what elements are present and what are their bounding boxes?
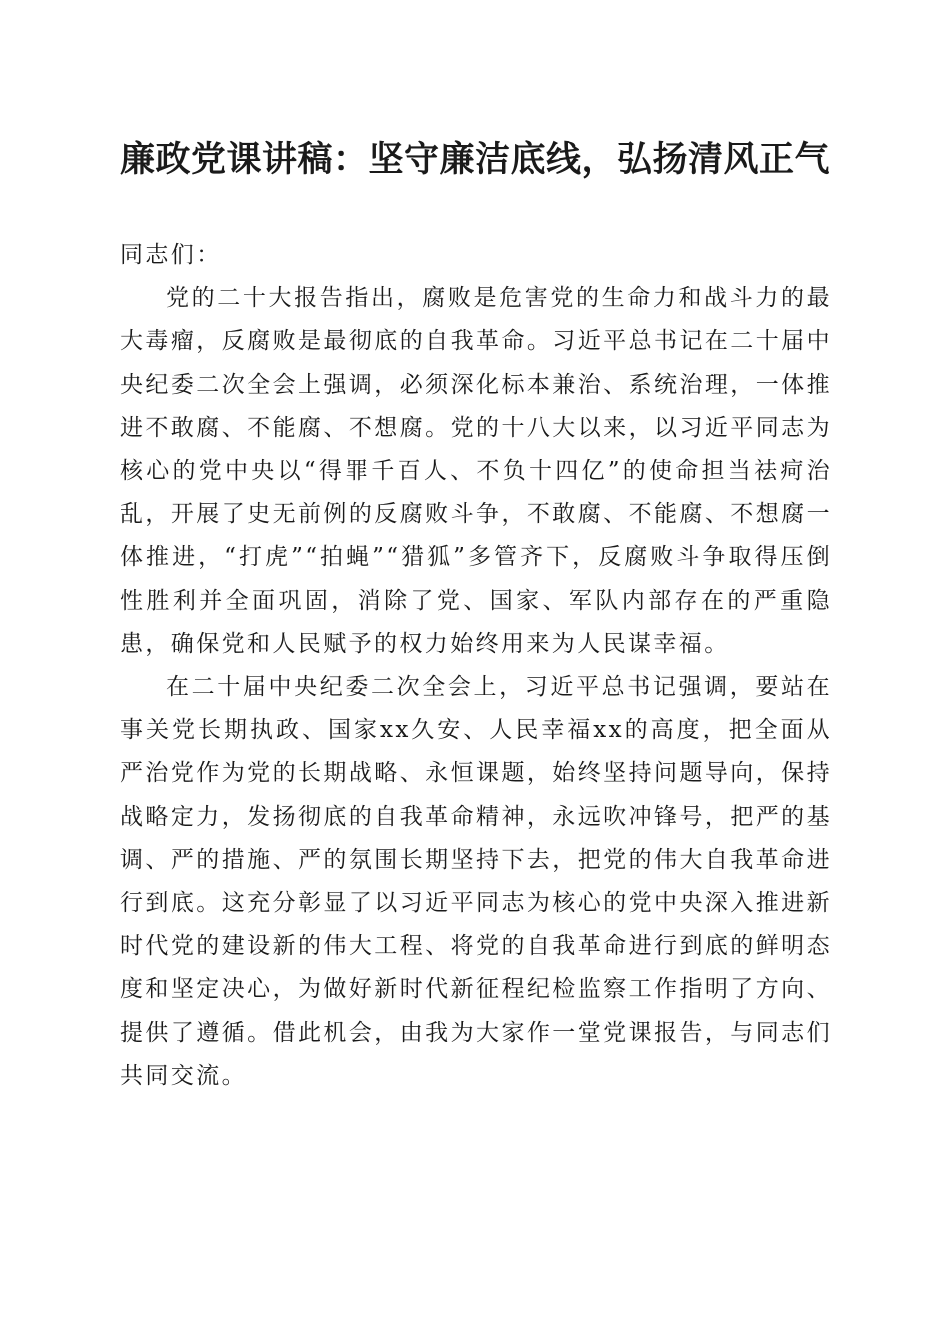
document-body	[120, 234, 832, 1098]
paragraph-1: 党的二十大报告指出，腐败是危害党的生命力和战斗力的最大毒瘤，反腐败是最彻底的自我革命。习近平总书记在二十届中央纪委二次全会上强调，必须深化标本兼治、系统治理，一体推进不敢腐、不能腐、不想腐。党的十八大以来，以习近平同志为核心的党中央以“得罪千百人、不负十四亿”的使命担当祛疴治乱，开展了史无前例的反腐败斗争，不敢腐、不能腐、不想腐一体推进，“打虎”“拍蝇”“猎狐”多管齐下，反腐败斗争取得压倒性胜利并全面巩固，消除了党、国家、军队内部存在的严重隐患，确保党和人民赋予的权力始终用来为人民谋幸福。	[120, 285, 832, 657]
salutation: 同志们：	[120, 242, 222, 268]
document-title: 廉政党课讲稿：坚守廉洁底线，弘扬清风正气	[119, 139, 830, 180]
paragraph-2: 在二十届中央纪委二次全会上，习近平总书记强调，要站在事关党长期执政、国家xx久安、人民幸福xx的高度，把全面从严治党作为党的长期战略、永恒课题，始终坚持问题导向，保持战略定力，发扬彻底的自我革命精神，永远吹冲锋号，把严的基调、严的措施、严的氛围长期坚持下去，把党的伟大自我革命进行到底。这充分彰显了以习近平同志为核心的党中央深入推进新时代党的建设新的伟大工程、将党的自我革命进行到底的鲜明态度和坚定决心，为做好新时代新征程纪检监察工作指明了方向、提供了遵循。借此机会，由我为大家作一堂党课报告，与同志们共同交流。	[120, 674, 832, 1089]
